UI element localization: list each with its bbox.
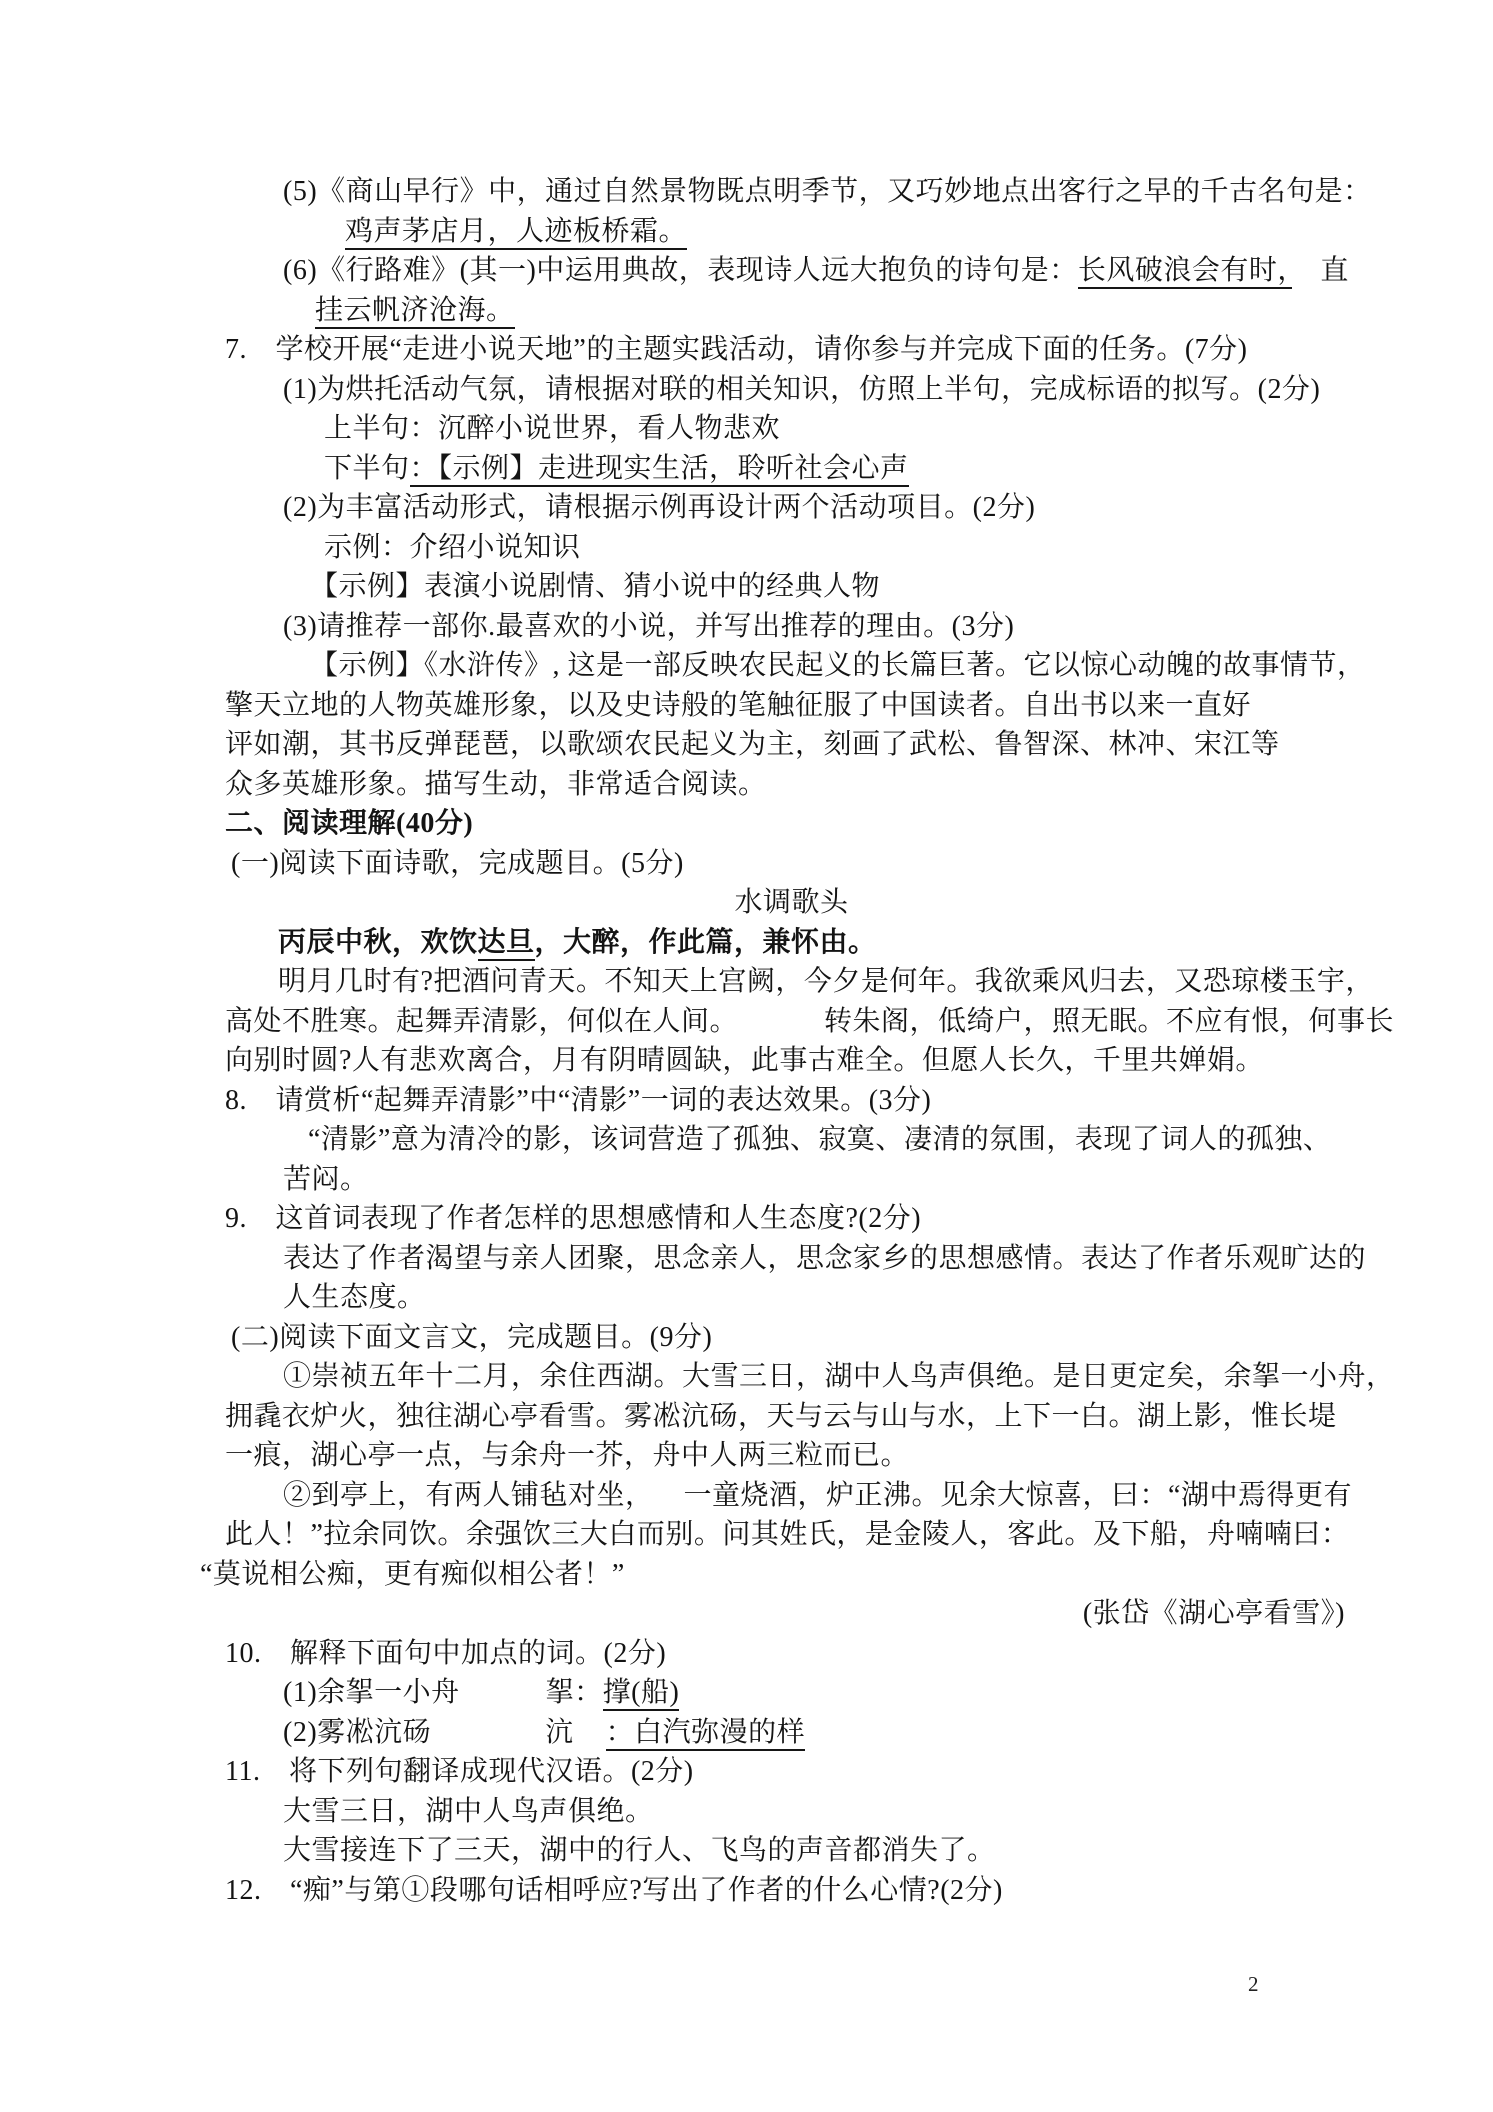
text-segment: 大雪三日，湖中人鸟声俱绝。 bbox=[283, 1795, 654, 1827]
text-line bbox=[0, 646, 1493, 686]
text-segment: 高处不胜寒。起舞弄清影，何似在人间。 bbox=[225, 1005, 739, 1037]
text-segment: 8. 请赏析“起舞弄清影”中“清影”一词的表达效果。(3分) bbox=[225, 1084, 932, 1116]
text-segment: 二、阅读理解(40分) bbox=[225, 808, 474, 839]
text-segment: (二)阅读下面文言文，完成题目。(9分) bbox=[231, 1321, 713, 1353]
text-line bbox=[0, 291, 1493, 331]
document-body bbox=[0, 172, 1493, 1910]
text-line bbox=[0, 1673, 1493, 1713]
text-segment: 挐： bbox=[545, 1677, 603, 1708]
text-segment: 12. “痴”与第①段哪句话相呼应?写出了作者的什么心情?(2分) bbox=[225, 1874, 1003, 1906]
text-segment: 转朱阁，低绮户，照无眠。不应有恨，何事长 bbox=[824, 1005, 1395, 1037]
text-line bbox=[0, 1476, 1493, 1516]
text-segment: 此人！”拉余同饮。余强饮三大白而别。问其姓氏，是金陵人，客此。及下船，舟喃喃曰： bbox=[225, 1519, 1350, 1550]
underlined-text: ：白汽弥漫的样 bbox=[606, 1717, 806, 1751]
text-segment: 明月几时有?把酒问青天。不知天上宫阙，今夕是何年。我欲乘风归去，又恐琼楼玉宇， bbox=[278, 966, 1374, 997]
text-segment: 水调歌头 bbox=[734, 887, 849, 918]
text-segment: 大雪接连下了三天，湖中的行人、飞鸟的声音都消失了。 bbox=[283, 1835, 996, 1866]
text-segment: (3)请推荐一部你.最喜欢的小说，并写出推荐的理由。(3分) bbox=[283, 610, 1015, 642]
text-line bbox=[0, 1239, 1493, 1279]
text-segment: 擎天立地的人物英雄形象，以及史诗般的笔触征服了中国读者。自出书以来一直好 bbox=[225, 689, 1252, 721]
text-line bbox=[0, 765, 1493, 805]
text-line bbox=[0, 1199, 1493, 1239]
text-line bbox=[0, 1081, 1493, 1121]
text-line bbox=[0, 1357, 1493, 1397]
text-line bbox=[0, 883, 1493, 923]
text-line bbox=[0, 1002, 1493, 1042]
text-segment: (张岱《湖心亭看雪》) bbox=[1082, 1598, 1345, 1629]
text-line bbox=[0, 1713, 1493, 1753]
text-line bbox=[0, 1515, 1493, 1555]
text-line bbox=[0, 330, 1493, 370]
text-line bbox=[0, 251, 1493, 291]
underlined-text: 挂云帆济沧海。 bbox=[315, 295, 515, 329]
text-line bbox=[0, 1831, 1493, 1871]
spacer bbox=[431, 1740, 545, 1741]
text-segment: 【示例】《水浒传》, 这是一部反映农民起义的长篇巨著。它以惊心动魄的故事情节， bbox=[310, 650, 1366, 681]
text-line bbox=[0, 370, 1493, 410]
text-line bbox=[0, 923, 1493, 963]
text-line bbox=[0, 528, 1493, 568]
underlined-text: 达旦 bbox=[478, 927, 535, 961]
text-line bbox=[0, 1792, 1493, 1832]
text-line bbox=[0, 1752, 1493, 1792]
text-line bbox=[0, 1594, 1493, 1634]
text-segment: 一痕，湖心亭一点，与余舟一芥，舟中人两三粒而已。 bbox=[225, 1440, 910, 1471]
text-segment: (6)《行路难》(其一)中运用典故，表现诗人远大抱负的诗句是： bbox=[283, 255, 1078, 286]
text-segment: 直 bbox=[1291, 255, 1349, 286]
text-segment: (一)阅读下面诗歌，完成题目。(5分) bbox=[231, 847, 684, 879]
text-segment: 11. 将下列句翻译成现代汉语。(2分) bbox=[225, 1756, 694, 1787]
spacer bbox=[460, 1700, 546, 1701]
text-segment: 沆 bbox=[545, 1716, 574, 1748]
text-line bbox=[0, 1278, 1493, 1318]
text-line bbox=[0, 962, 1493, 1002]
text-segment: ①崇祯五年十二月，余住西湖。大雪三日，湖中人鸟声俱绝。是日更定矣，余挐一小舟， bbox=[283, 1361, 1395, 1392]
text-segment: 7. 学校开展“走进小说天地”的主题实践活动，请你参与并完成下面的任务。(7分) bbox=[225, 334, 1248, 365]
spacer bbox=[654, 1503, 684, 1504]
text-line bbox=[0, 1871, 1493, 1911]
text-segment: 10. 解释下面句中加点的词。(2分) bbox=[225, 1637, 667, 1669]
text-line bbox=[0, 1160, 1493, 1200]
text-segment: 表达了作者渴望与亲人团聚，思念亲人，思念家乡的思想感情。表达了作者乐观旷达的 bbox=[283, 1242, 1367, 1274]
text-segment: 人生态度。 bbox=[283, 1282, 426, 1313]
text-segment: 下半句 bbox=[324, 452, 410, 484]
text-segment: 向别时圆?人有悲欢离合，月有阴晴圆缺，此事古难全。但愿人长久，千里共婵娟。 bbox=[225, 1045, 1264, 1076]
text-segment: (5)《商山早行》中，通过自然景物既点明季节，又巧妙地点出客行之早的千古名句是： bbox=[283, 176, 1372, 207]
text-segment: 拥毳衣炉火，独往湖心亭看雪。雾凇沆砀，天与云与山与水，上下一白。湖上影，惟长堤 bbox=[225, 1400, 1337, 1432]
text-segment: 评如潮，其书反弹琵琶，以歌颂农民起义为主，刻画了武松、鲁智深、林冲、宋江等 bbox=[225, 729, 1280, 760]
underlined-text: 撑(船) bbox=[603, 1677, 680, 1711]
underlined-text: ：【示例】走进现实生活，聆听社会心声 bbox=[410, 453, 909, 487]
text-segment: 9. 这首词表现了作者怎样的思想感情和人生态度?(2分) bbox=[225, 1203, 922, 1234]
text-segment: ②到亭上，有两人铺毡对坐， bbox=[283, 1479, 654, 1511]
text-line bbox=[0, 1041, 1493, 1081]
text-line bbox=[0, 488, 1493, 528]
text-segment: (1)为烘托活动气氛，请根据对联的相关知识，仿照上半句，完成标语的拟写。(2分) bbox=[283, 373, 1321, 405]
text-segment: (1)余挐一小舟 bbox=[283, 1677, 460, 1708]
text-segment: 丙辰中秋，欢饮 bbox=[278, 926, 478, 958]
page-number: 2 bbox=[1248, 1972, 1259, 1996]
text-line bbox=[0, 1120, 1493, 1160]
text-line bbox=[0, 686, 1493, 726]
text-segment: 示例：介绍小说知识 bbox=[324, 531, 581, 563]
text-line bbox=[0, 1555, 1493, 1595]
text-segment: 众多英雄形象。描写生动，非常适合阅读。 bbox=[225, 768, 767, 800]
text-line bbox=[0, 567, 1493, 607]
text-segment: (2)雾凇沆砀 bbox=[283, 1716, 432, 1748]
text-segment: 苦闷。 bbox=[283, 1163, 369, 1195]
text-segment: 【示例】表演小说剧情、猜小说中的经典人物 bbox=[310, 571, 881, 602]
text-line bbox=[0, 1436, 1493, 1476]
spacer bbox=[574, 1740, 606, 1741]
text-segment: “清影”意为清冷的影，该词营造了孤独、寂寞、凄清的氛围，表现了词人的孤独、 bbox=[308, 1124, 1332, 1155]
text-line bbox=[0, 449, 1493, 489]
underlined-text: 鸡声茅店月，人迹板桥霜。 bbox=[345, 216, 687, 250]
text-segment: (2)为丰富活动形式，请根据示例再设计两个活动项目。(2分) bbox=[283, 492, 1036, 523]
text-line bbox=[0, 607, 1493, 647]
text-line bbox=[0, 1634, 1493, 1674]
text-segment: ，大醉，作此篇，兼怀由。 bbox=[534, 926, 877, 958]
text-line bbox=[0, 1318, 1493, 1358]
text-segment: 上半句：沉醉小说世界，看人物悲欢 bbox=[324, 413, 781, 444]
text-line bbox=[0, 172, 1493, 212]
underlined-text: 长风破浪会有时， bbox=[1078, 255, 1292, 289]
text-line bbox=[0, 1397, 1493, 1437]
text-segment: “莫说相公痴，更有痴似相公者！” bbox=[200, 1558, 625, 1590]
text-line bbox=[0, 804, 1493, 844]
text-line bbox=[0, 212, 1493, 252]
spacer bbox=[738, 1029, 824, 1030]
text-line bbox=[0, 725, 1493, 765]
text-line bbox=[0, 409, 1493, 449]
text-segment: 一童烧酒，炉正沸。见余大惊喜，曰：“湖中焉得更有 bbox=[683, 1479, 1352, 1511]
text-line bbox=[0, 844, 1493, 884]
